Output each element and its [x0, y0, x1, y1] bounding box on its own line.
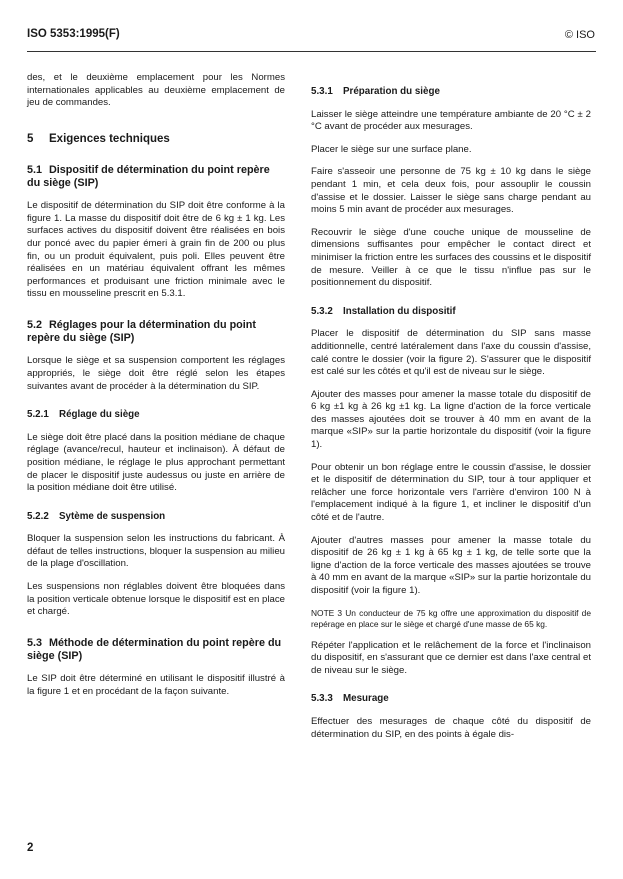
section-5-heading — [27, 132, 285, 146]
section-5-3-3-text: Effectuer des mesurages de chaque côté du dispositif de détermination du SIP, en des points à égale dis- — [311, 715, 591, 740]
section-5-2-heading — [27, 319, 285, 345]
section-5-3-1-text-b: Placer le siège sur une surface plane. — [311, 143, 472, 155]
section-title: Réglage du siège — [59, 409, 140, 421]
section-title: Sytème de suspension — [59, 510, 166, 522]
copyright-mark: © ISO — [564, 29, 595, 41]
intro-paragraph: des, et le deuxième emplacement pour les Normes internationales applicables au deuxième emplacement de jeu de commandes. — [27, 72, 285, 109]
section-number: 5.3 — [27, 636, 43, 649]
section-5-3-heading — [27, 637, 285, 663]
section-title: Réglages pour la détermination du point repère du siège (SIP) — [27, 318, 256, 345]
section-5-2-text: Lorsque le siège et sa suspension comportent les réglages appropriés, le siège doit être réglé selon les étapes suivantes avant de procéder à la détermination du SIP. — [27, 355, 285, 392]
section-number: 5.2 — [27, 318, 43, 331]
section-5-3-2-text-a: Placer le dispositif de détermination du SIP sans masse additionnelle, centré latéralement dans l'axe du coussin d'assise, calé contre le dossier (voir la figure 2). S'assurer que le dispositif est calé sur les côtés et qu'il est de niveau sur le siège. — [311, 328, 591, 378]
section-number: 5.1 — [27, 163, 43, 176]
standard-reference: ISO 5353:1995(F) — [27, 28, 120, 40]
section-title: Préparation du siège — [343, 86, 440, 97]
section-title: Exigences techniques — [49, 132, 170, 145]
section-number: 5.2.2 — [27, 510, 49, 522]
section-number: 5 — [27, 132, 34, 145]
right-column — [311, 72, 591, 751]
section-5-3-1-text-d: Recouvrir le siège d'une couche unique de mousseline de dimensions suffisantes pour empêcher le contact direct et minimiser la friction entre les surfaces des coussins et le dispositif de mesure. Veiller à ce que le tissu n'influe pas sur le positionnement du dispositif. — [311, 226, 591, 289]
note-3: NOTE 3 Un conducteur de 75 kg offre une approximation du dispositif de repérage en place sur le siège et chargé d'une masse de 65 kg. — [311, 607, 591, 629]
section-5-3-1-text-c: Faire s'asseoir une personne de 75 kg ± 10 kg dans le siège pendant 1 min, et cela deux fois, pour assouplir le coussin d'assise et le dossier. Laisser le siège sans charge pendant au moins 5 min avant de procéder aux mesurages. — [311, 166, 591, 216]
section-title: Méthode de détermination du point repère du siège (SIP) — [27, 636, 282, 663]
header-rule — [27, 51, 596, 52]
section-title: Installation du dispositif — [343, 305, 456, 317]
section-number: 5.3.3 — [311, 693, 333, 705]
section-5-3-2-text-e: Répéter l'application et le relâchement de la force et l'inclinaison du dispositif, en s'assurant que ce dernier est dans l'axe central et de niveau sur le siège. — [311, 639, 591, 676]
section-5-3-1-text-a: Laisser le siège atteindre une température ambiante de 20 °C ± 2 °C avant de procéder aux mesurages. — [311, 108, 591, 133]
section-5-2-1-text: Le siège doit être placé dans la position médiane de chaque réglage (avance/recul, hauteur et inclinaison). À défaut de position médiane, le réglage le plus approchant permettant de placer le dispositif juste audessus ou juste en arrière de la position médiane doit être utilisé. — [27, 431, 285, 494]
section-number: 5.3.1 — [311, 86, 333, 97]
section-5-3-2-text-d: Ajouter d'autres masses pour amener la masse totale du dispositif de 26 kg ± 1 kg à 65 kg ± 1 kg, de telle sorte que la ligne d'action de la force verticale des masses ajoutées se trouve à 40 mm en avant de la marque «SIP» sur la partie horizontale du dispositif (voir la figure 1). — [311, 534, 591, 596]
section-5-2-2-text-a: Bloquer la suspension selon les instructions du fabricant. À défaut de telles instructions, bloquer la suspension au milieu de la plage d'oscillation. — [27, 533, 285, 570]
page-number: 2 — [27, 842, 34, 854]
section-5-1-text: Le dispositif de détermination du SIP doit être conforme à la figure 1. La masse du dispositif doit être de 6 kg ± 1 kg. Les surfaces actives du dispositif doivent être réalisées en bois dur poncé avec du papier émeri à grain fin de 200 ou plus fin, ou un produit équivalent, puis poli. Elles peuvent être réalisées en un matériau équivalent offrant les mêmes performances et produisant une friction minimale avec le tissu en mousseline prescrit en 5.3.1. — [27, 200, 285, 300]
section-5-3-1-heading — [311, 86, 591, 99]
section-5-2-2-heading — [27, 511, 285, 524]
section-title: Dispositif de détermination du point repère du siège (SIP) — [27, 163, 270, 189]
section-5-1-heading — [27, 164, 285, 190]
section-5-3-3-heading — [311, 693, 591, 706]
left-column — [27, 72, 285, 708]
section-5-3-2-text-b: Ajouter des masses pour amener la masse totale du dispositif de 6 kg ±1 kg à 26 kg ±1 kg. La ligne d'action de la force verticale des masses ajoutées doit se trouver à 40 mm en avant de la marque «SIP» sur la partie horizontale du dispositif (voir la figure 1). — [311, 388, 591, 451]
section-number: 5.3.2 — [311, 305, 333, 317]
section-5-2-1-heading — [27, 409, 285, 422]
section-5-2-2-text-b: Les suspensions non réglables doivent être bloquées dans la position verticale obtenue lorsque le dispositif est en place et chargé. — [27, 581, 285, 618]
section-5-3-text: Le SIP doit être déterminé en utilisant le dispositif illustré à la figure 1 et en procédant de la façon suivante. — [27, 673, 285, 697]
section-5-3-2-text-c: Pour obtenir un bon réglage entre le coussin d'assise, le dossier et le dispositif de détermination du SIP, tour à tour appliquer et relâcher une force horizontale vers l'arrière d'environ 100 N à l'emplacement indiqué à la figure 1, et incliner le dispositif d'un côté et de l'autre. — [311, 461, 591, 524]
section-title: Mesurage — [343, 693, 389, 705]
section-number: 5.2.1 — [27, 409, 49, 421]
section-5-3-2-heading — [311, 306, 591, 319]
